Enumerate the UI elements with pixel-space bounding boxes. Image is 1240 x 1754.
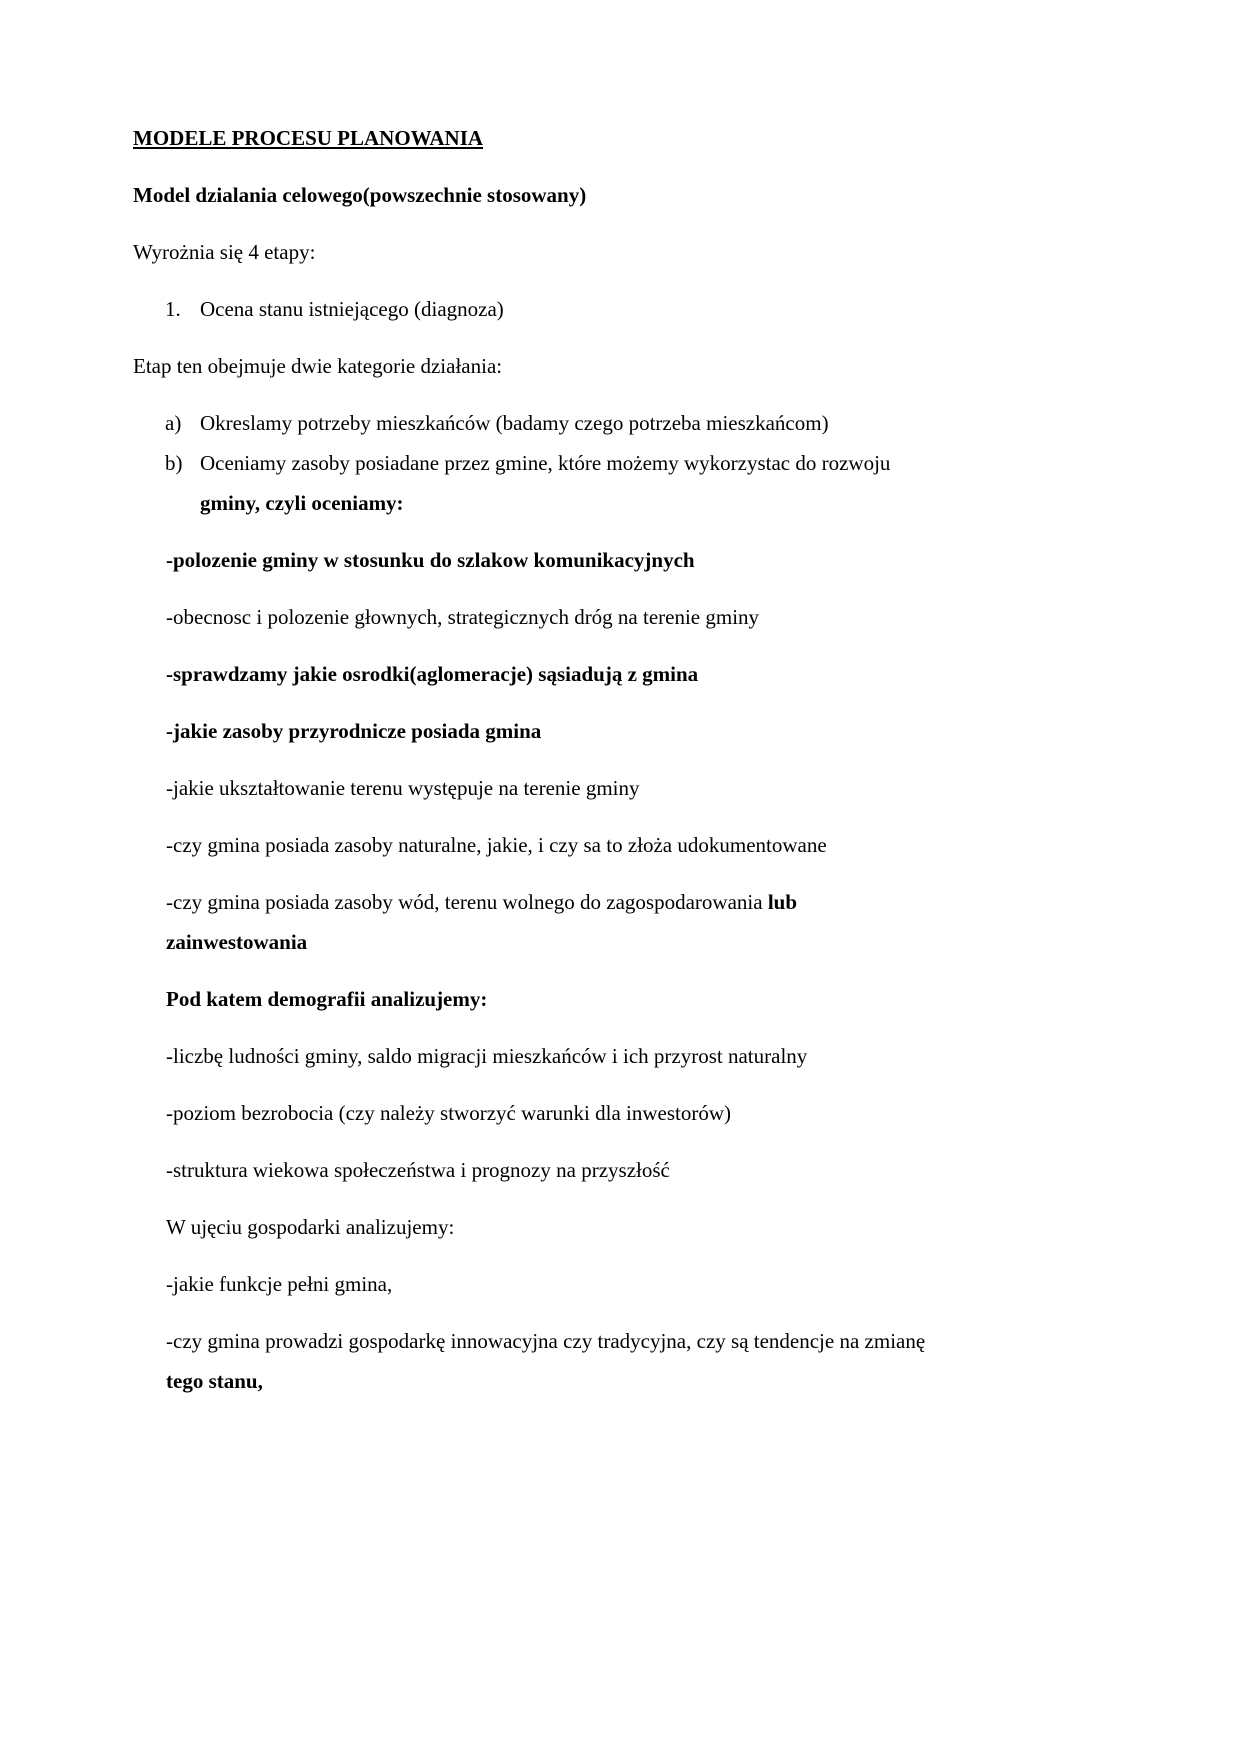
text-run: -polozenie gminy w stosunku do szlakow komunikacyjnych: [166, 548, 695, 572]
list-item-text: [200, 443, 1107, 523]
numbered-item-1: [165, 289, 1107, 329]
list-marker: b): [165, 451, 183, 475]
text-run: Wyrożnia się 4 etapy:: [133, 240, 316, 264]
text-run: -liczbę ludności gminy, saldo migracji mieszkańców i ich przyrost naturalny: [166, 1044, 808, 1068]
text-run: -jakie zasoby przyrodnicze posiada gmina: [166, 719, 542, 743]
text-run: tego stanu,: [166, 1369, 263, 1393]
paragraph-etap-ten: [133, 346, 1107, 386]
text-run: -czy gmina prowadzi gospodarkę innowacyjna czy tradycyjna, czy są tendencje na zmianę: [166, 1329, 926, 1353]
bullet-zasoby-naturalne: [166, 825, 1107, 865]
text-run: -poziom bezrobocia (czy należy stworzyć warunki dla inwestorów): [166, 1101, 732, 1125]
bullet-zasoby-przyrodnicze: [166, 711, 1107, 751]
list-item-text: [200, 403, 1107, 443]
paragraph-etapy: [133, 232, 1107, 272]
text-run: Oceniamy zasoby posiadane przez gmine, które możemy wykorzystac do rozwoju: [200, 451, 891, 475]
text-run: -czy gmina posiada zasoby naturalne, jakie, i czy sa to złoża udokumentowane: [166, 833, 827, 857]
lettered-item-b: [165, 443, 1107, 523]
text-run: MODELE PROCESU PLANOWANIA: [133, 126, 484, 150]
text-run: -sprawdzamy jakie osrodki(aglomeracje) sąsiadują z gmina: [166, 662, 699, 686]
text-run: -struktura wiekowa społeczeństwa i prognozy na przyszłość: [166, 1158, 670, 1182]
text-run: gminy, czyli oceniamy:: [200, 491, 404, 515]
bullet-funkcje: [166, 1264, 1107, 1304]
bullet-struktura-wiekowa: [166, 1150, 1107, 1190]
list-marker: a): [165, 411, 182, 435]
text-run: Pod katem demografii analizujemy:: [166, 987, 488, 1011]
section-gospodarka: [166, 1207, 1107, 1247]
text-run: Etap ten obejmuje dwie kategorie działania:: [133, 354, 503, 378]
bullet-poziom-bezrobocia: [166, 1093, 1107, 1133]
list-marker: 1.: [165, 297, 181, 321]
lettered-item-a: [165, 403, 1107, 443]
text-run: Okreslamy potrzeby mieszkańców (badamy czego potrzeba mieszkańcom): [200, 411, 829, 435]
text-run: zainwestowania: [166, 930, 308, 954]
text-run: -jakie funkcje pełni gmina,: [166, 1272, 393, 1296]
bullet-gospodarka-innowacyjna: [166, 1321, 1107, 1401]
text-run: -obecnosc i polozenie głownych, strategicznych dróg na terenie gminy: [166, 605, 760, 629]
subtitle: [133, 175, 1107, 215]
bullet-obecnosc: [166, 597, 1107, 637]
bullet-zasoby-wod: [166, 882, 1107, 962]
section-demografia: [166, 979, 1107, 1019]
list-item-text: [200, 289, 1107, 329]
text-run: Ocena stanu istniejącego (diagnoza): [200, 297, 504, 321]
bullet-liczba-ludnosci: [166, 1036, 1107, 1076]
text-run: W ujęciu gospodarki analizujemy:: [166, 1215, 455, 1239]
text-run: Model dzialania celowego(powszechnie stosowany): [133, 183, 587, 207]
text-run: -czy gmina posiada zasoby wód, terenu wolnego do zagospodarowania: [166, 890, 768, 914]
doc-title: [133, 118, 1107, 158]
bullet-polozenie: [166, 540, 1107, 580]
text-run: -jakie ukształtowanie terenu występuje na terenie gminy: [166, 776, 640, 800]
bullet-uksztaltowanie: [166, 768, 1107, 808]
text-run: lub: [767, 890, 798, 914]
bullet-sprawdzamy: [166, 654, 1107, 694]
